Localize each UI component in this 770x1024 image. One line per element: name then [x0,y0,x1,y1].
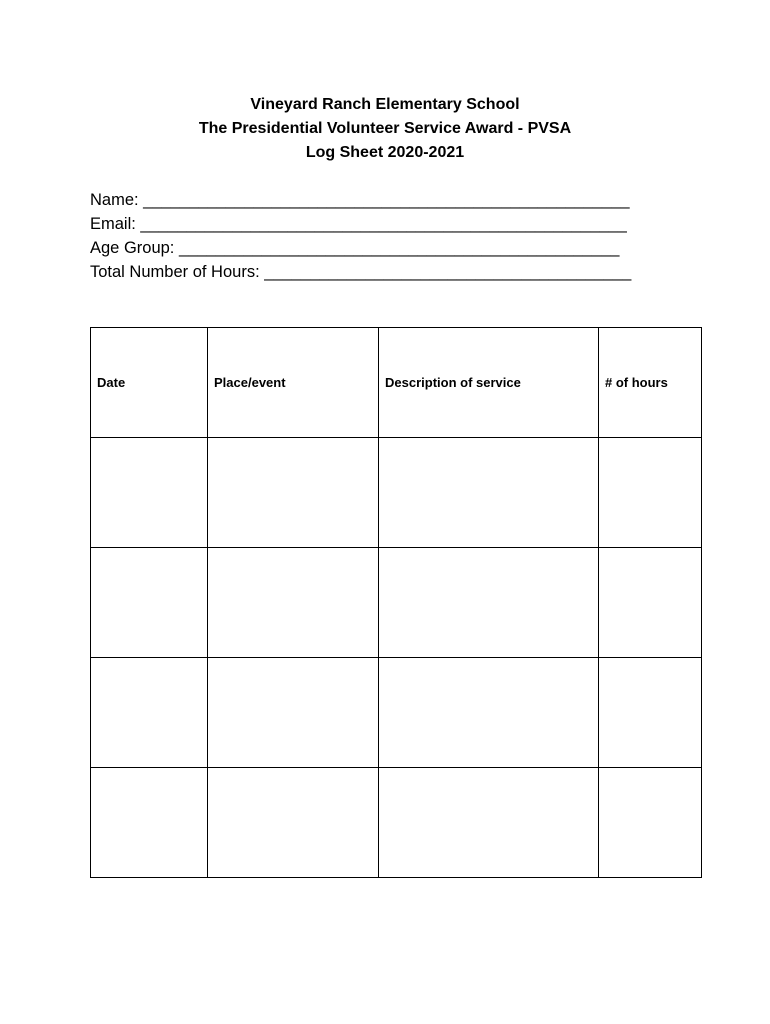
name-field[interactable]: Name: _____________________________________________________ [90,191,630,209]
place-event-cell[interactable] [208,548,379,658]
date-cell[interactable] [91,438,208,548]
description-cell[interactable] [379,438,599,548]
document-header [0,93,770,165]
date-cell[interactable] [91,658,208,768]
date-cell[interactable] [91,768,208,878]
column-header-description: Description of service [379,328,599,438]
school-name: Vineyard Ranch Elementary School [250,96,520,113]
place-event-cell[interactable] [208,658,379,768]
column-header-date: Date [91,328,208,438]
table-row [91,548,702,658]
description-cell[interactable] [379,768,599,878]
column-header-place-event: Place/event [208,328,379,438]
table-row [91,768,702,878]
award-title: The Presidential Volunteer Service Award - PVSA [198,120,572,137]
hours-cell[interactable] [599,548,702,658]
log-sheet-title: Log Sheet 2020-2021 [305,144,465,161]
age-group-field[interactable]: Age Group: ________________________________________________ [90,239,620,257]
table-header-row [91,328,702,438]
hours-cell[interactable] [599,438,702,548]
table-row [91,658,702,768]
date-cell[interactable] [91,548,208,658]
description-cell[interactable] [379,548,599,658]
place-event-cell[interactable] [208,768,379,878]
place-event-cell[interactable] [208,438,379,548]
column-header-hours: # of hours [599,328,702,438]
total-hours-field[interactable]: Total Number of Hours: ________________________________________ [90,263,632,281]
service-log-table [90,327,702,878]
description-cell[interactable] [379,658,599,768]
info-fields [90,188,690,284]
hours-cell[interactable] [599,658,702,768]
email-field[interactable]: Email: _____________________________________________________ [90,215,627,233]
hours-cell[interactable] [599,768,702,878]
table-row [91,438,702,548]
